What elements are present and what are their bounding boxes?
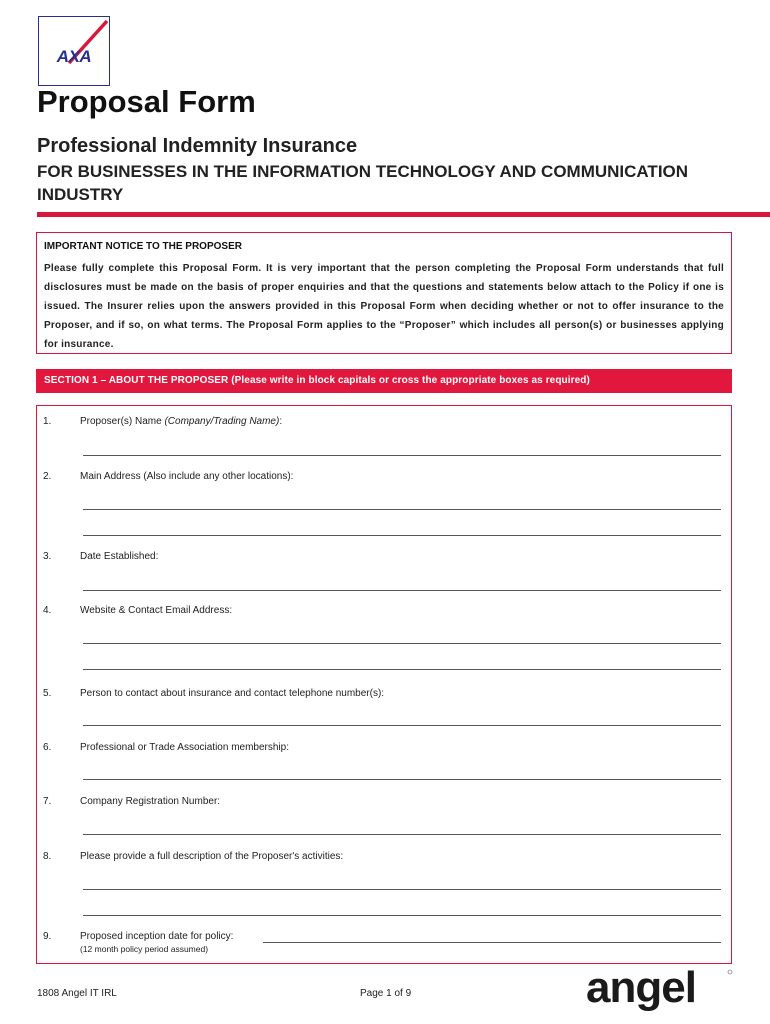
registered-mark-icon	[728, 970, 732, 974]
question-label: Person to contact about insurance and contact telephone number(s):	[80, 688, 385, 699]
main-address-field-line-1[interactable]	[83, 509, 721, 510]
question-label: Website & Contact Email Address:	[80, 605, 233, 616]
angel-logo-text: angel	[586, 963, 696, 1012]
angel-logo	[586, 962, 736, 1016]
question-label: Please provide a full description of the Proposer's activities:	[80, 851, 344, 862]
question-number: 2.	[43, 471, 52, 482]
question-number: 6.	[43, 742, 52, 753]
important-notice-box	[36, 232, 732, 354]
contact-person-phone-field[interactable]	[83, 725, 721, 726]
question-label-italic: (Company/Trading Name)	[164, 416, 280, 427]
question-label	[80, 416, 282, 427]
question-label: Date Established:	[80, 551, 159, 562]
question-label-text: Proposer(s) Name	[80, 416, 165, 427]
question-number: 3.	[43, 551, 52, 562]
question-number: 1.	[43, 416, 52, 427]
page-number: Page 1 of 9	[360, 988, 412, 999]
question-label: Company Registration Number:	[80, 796, 221, 807]
page-subtitle-industry: FOR BUSINESSES IN THE INFORMATION TECHNOLOGY AND COMMUNICATION INDUSTRY	[37, 162, 689, 204]
inception-date-field[interactable]	[263, 942, 721, 943]
question-number: 8.	[43, 851, 52, 862]
notice-title: IMPORTANT NOTICE TO THE PROPOSER	[44, 241, 242, 252]
website-email-field-line-1[interactable]	[83, 643, 721, 644]
document-reference: 1808 Angel IT IRL	[37, 988, 117, 999]
section-1-questions-box	[36, 405, 732, 964]
activities-description-field-line-2[interactable]	[83, 915, 721, 916]
notice-body: Please fully complete this Proposal Form. It is very important that the person completing the Proposal Form understands that full disclosures must be made on the basis of proper enquiries and that the questions and statements below attach to the Policy if one is issued. The Insurer relies upon the answers provided in this Proposal Form when deciding whether or not to offer insurance to the Proposer, and if so, on what terms. The Proposal Form applies to the “Proposer” which includes all person(s) or businesses applying for insurance.	[44, 263, 724, 350]
company-registration-field[interactable]	[83, 834, 721, 835]
website-email-field-line-2[interactable]	[83, 669, 721, 670]
question-number: 9.	[43, 931, 52, 942]
question-label: Main Address (Also include any other locations):	[80, 471, 294, 482]
axa-logo-text: AXA	[56, 47, 92, 66]
question-number: 7.	[43, 796, 52, 807]
question-label-suffix: :	[279, 416, 283, 427]
section-1-heading: SECTION 1 – ABOUT THE PROPOSER (Please write in block capitals or cross the appropriate boxes as required)	[36, 369, 732, 393]
axa-logo	[38, 16, 110, 86]
page-subtitle: Professional Indemnity Insurance	[37, 135, 358, 157]
question-number: 5.	[43, 688, 52, 699]
question-note: (12 month policy period assumed)	[80, 944, 209, 954]
question-label: Professional or Trade Association membership:	[80, 742, 289, 753]
activities-description-field-line-1[interactable]	[83, 889, 721, 890]
question-number: 4.	[43, 605, 52, 616]
page-title: Proposal Form	[37, 84, 256, 119]
header-divider	[37, 212, 770, 217]
trade-association-field[interactable]	[83, 779, 721, 780]
main-address-field-line-2[interactable]	[83, 535, 721, 536]
date-established-field[interactable]	[83, 590, 721, 591]
proposer-name-field[interactable]	[83, 455, 721, 456]
question-label: Proposed inception date for policy:	[80, 931, 234, 942]
